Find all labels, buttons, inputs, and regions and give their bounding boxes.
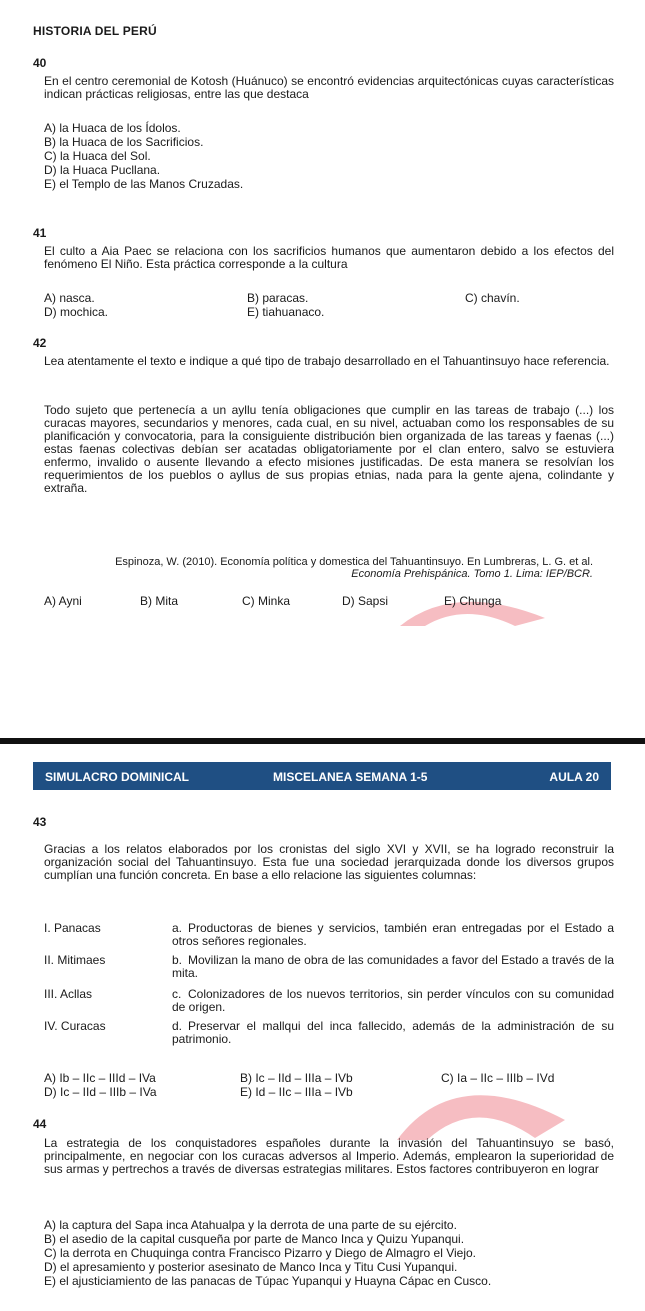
q40-option-c: C) la Huaca del Sol. [44,149,151,163]
column-right-text: Colonizadores de los nuevos territorios, sin perder vínculos con su comunidad de origen. [172,987,614,1014]
q43-option-a: A) Ib – IIc – IIId – IVa [44,1071,156,1085]
q40-option-e: E) el Templo de las Manos Cruzadas. [44,177,244,191]
q42-option-b: B) Mita [140,594,179,608]
q43-option-c: C) Ia – IIc – IIIb – IVd [441,1071,555,1085]
q40-option-d: D) la Huaca Pucllana. [44,163,161,177]
q40-option-b: B) la Huaca de los Sacrificios. [44,135,204,149]
column-right-label: b. [172,953,183,967]
page-divider [0,738,645,744]
q44-option-e: E) el ajusticiamiento de las panacas de Túpac Yupanqui y Huayna Cápac en Cusco. [44,1274,492,1288]
question-number-43: 43 [33,815,47,829]
column-right-text: Productoras de bienes y servicios, también eran entregadas por el Estado a otros señores regionales. [172,921,614,948]
q42-option-d: D) Sapsi [342,594,389,608]
q44-option-a: A) la captura del Sapa inca Atahualpa y la derrota de una parte de su ejército. [44,1218,457,1232]
header-banner [33,762,611,790]
q42-option-c: C) Minka [242,594,291,608]
question-number-41: 41 [33,226,47,240]
q44-option-d: D) el apresamiento y posterior asesinato de Manco Inca y Titu Cusi Yupanqui. [44,1260,458,1274]
column-right-label: a. [172,921,183,935]
column-right-label: d. [172,1019,183,1033]
column-right-label: c. [172,987,182,1001]
q43-option-e: E) Id – IIc – IIIa – IVb [240,1085,353,1099]
q41-option-b: B) paracas. [247,291,309,305]
question-43-stem: Gracias a los relatos elaborados por los cronistas del siglo XVI y XVII, se ha logrado reconstruir la organización social del Tahuantinsuyo. Esta fue una sociedad jerarquizada donde los diversos grupos cumplían una función concreta. En base a ello relacione las siguientes columnas: [44,842,614,882]
column-left-item-4: IV. Curacas [44,1019,106,1033]
q41-option-c: C) chavín. [465,291,520,305]
citation-line-1: Espinoza, W. (2010). Economía política y domestica del Tahuantinsuyo. En Lumbreras, L. G. et al. [115,556,593,568]
q44-option-c: C) la derrota en Chuquinga contra Francisco Pizarro y Diego de Almagro el Viejo. [44,1246,476,1260]
column-left-item-2: II. Mitimaes [44,953,106,967]
q43-option-b: B) Ic – IId – IIIa – IVb [240,1071,353,1085]
question-number-42: 42 [33,336,47,350]
q42-option-a: A) Ayni [44,594,82,608]
column-right-item-c [172,988,614,1014]
column-right-text: Movilizan la mano de obra de las comunidades a favor del Estado a través de la mita. [172,953,614,980]
banner-center: MISCELANEA SEMANA 1-5 [273,770,428,784]
column-left-item-1: I. Panacas [44,921,101,935]
q41-option-d: D) mochica. [44,305,109,319]
q44-option-b: B) el asedio de la capital cusqueña por parte de Manco Inca y Quizu Yupanqui. [44,1232,465,1246]
column-right-item-a [172,922,614,948]
section-title: HISTORIA DEL PERÚ [33,24,157,38]
citation-line-2: Economía Prehispánica. Tomo 1. Lima: IEP/BCR. [351,568,593,580]
q42-option-e: E) Chunga [444,594,502,608]
question-number-44: 44 [33,1117,47,1131]
column-right-item-b [172,954,614,980]
banner-right: AULA 20 [549,770,599,784]
question-number-40: 40 [33,56,47,70]
question-40-stem: En el centro ceremonial de Kotosh (Huánuco) se encontró evidencias arquitectónicas cuyas características indican prácticas religiosas, entre las que destaca [44,74,614,101]
question-41-stem: El culto a Aia Paec se relaciona con los sacrificios humanos que aumentaron debido a los efectos del fenómeno El Niño. Esta práctica corresponde a la cultura [44,244,614,271]
column-right-item-d [172,1020,614,1046]
question-44-stem: La estrategia de los conquistadores españoles durante la invasión del Tahuantinsuyo se basó, principalmente, en negociar con los curacas adversos al Imperio. Además, emplearon la superioridad de sus armas y pertrechos a través de diversas estrategias militares. Estos factores contribuyeron en lograr [44,1136,614,1176]
q43-option-d: D) Ic – IId – IIIb – IVa [44,1085,157,1099]
q41-option-e: E) tiahuanaco. [247,305,325,319]
q40-option-a: A) la Huaca de los Ídolos. [44,121,181,135]
column-right-text: Preservar el mallqui del inca fallecido, además de la administración de su patrimonio. [172,1019,614,1046]
question-42-stem: Lea atentamente el texto e indique a qué tipo de trabajo desarrollado en el Tahuantinsuyo hace referencia. [44,354,610,368]
banner-left: SIMULACRO DOMINICAL [45,770,189,784]
q41-option-a: A) nasca. [44,291,95,305]
column-left-item-3: III. Acllas [44,987,93,1001]
question-42-passage: Todo sujeto que pertenecía a un ayllu tenía obligaciones que cumplir en las tareas de trabajo (...) los curacas mayores, secundarios y menores, cada cual, en su nivel, actuaban como los responsables de su planificación y convocatoria, para la consiguiente distribución bien organizada de las tareas y faenas (...) estas faenas colectivas debían ser acatadas obligatoriamente por el clan entero, salvo se estuviera enfermo, invalido o ausente llevando a efecto misiones justificadas. De esta manera se resolvían los requerimientos de los pueblos o ayllus de sus propias etnias, nada para la gente ajena, colindante y extraña. [44,403,614,495]
